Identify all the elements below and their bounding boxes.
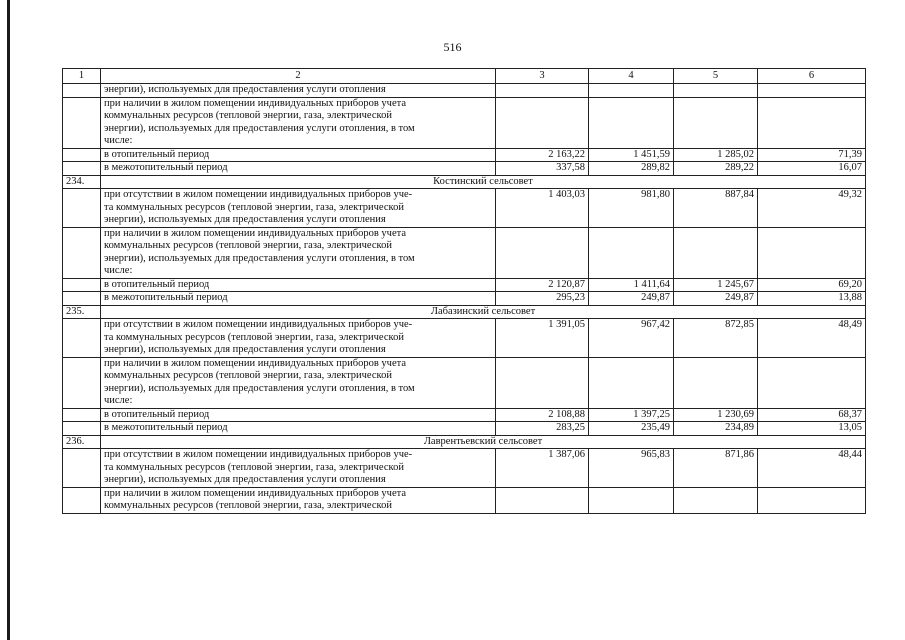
header-cell: 6 [758,69,866,84]
section-header-row [63,175,866,189]
value-cell: 235,49 [589,422,674,436]
row-number-cell [63,292,101,306]
text-line: при отсутствии в жилом помещении индивидуальных приборов уче- [104,449,413,460]
period-label: в межотопительный период [101,422,496,436]
empty-cell [674,97,758,148]
text-line: числе: [104,395,133,406]
present-meters-row [63,357,866,408]
absent-meters-row [63,319,866,358]
value-cell: 1 391,05 [496,319,589,358]
row-number-cell [63,162,101,176]
value-cell: 1 387,06 [496,449,589,488]
text-line: энергии), используемых для предоставления услуги отопления, в том [104,382,415,394]
header-cell: 5 [674,69,758,84]
continuation-row [63,84,866,98]
value-cell: 69,20 [758,278,866,292]
value-cell: 13,88 [758,292,866,306]
text-line: энергии), используемых для предоставления услуги отопления [104,214,386,225]
empty-cell [496,227,589,278]
empty-cell [758,97,866,148]
value-cell: 1 451,59 [589,148,674,162]
row-number-cell [63,227,101,278]
description-cell: энергии), используемых для предоставления услуги отопления [101,84,496,98]
value-cell: 981,80 [589,189,674,228]
period-label: в отопительный период [101,408,496,422]
description-cell [101,449,496,488]
empty-cell [674,227,758,278]
value-cell: 887,84 [674,189,758,228]
value-cell: 1 230,69 [674,408,758,422]
value-cell: 49,32 [758,189,866,228]
text-line: энергии), используемых для предоставления услуги отопления, в том [104,122,415,134]
value-cell: 1 397,25 [589,408,674,422]
description-cell [101,487,496,513]
empty-cell [758,357,866,408]
value-cell: 2 108,88 [496,408,589,422]
header-cell: 4 [589,69,674,84]
empty-cell [589,97,674,148]
value-cell: 71,39 [758,148,866,162]
row-number-cell [63,189,101,228]
row-number-cell [63,319,101,358]
heating-period-row [63,408,866,422]
row-number-cell [63,357,101,408]
text-line: числе: [104,135,133,146]
section-title: Костинский сельсовет [101,175,866,189]
row-number-cell [63,422,101,436]
present-meters-row [63,227,866,278]
row-number-cell [63,148,101,162]
row-number-cell [63,84,101,98]
empty-cell [674,84,758,98]
empty-cell [758,487,866,513]
empty-cell [758,227,866,278]
row-number-cell [63,487,101,513]
value-cell: 13,05 [758,422,866,436]
row-number-cell [63,449,101,488]
empty-cell [674,487,758,513]
text-line: коммунальных ресурсов (тепловой энергии, газа, электрической [104,110,392,121]
heating-period-row [63,148,866,162]
value-cell: 1 285,02 [674,148,758,162]
row-number-cell [63,408,101,422]
row-number-cell [63,278,101,292]
description-cell [101,189,496,228]
empty-cell [589,487,674,513]
text-line: при наличии в жилом помещении индивидуальных приборов учета [104,357,406,369]
nonheating-period-row [63,422,866,436]
tariff-table [62,68,866,514]
value-cell: 68,37 [758,408,866,422]
text-line: энергии), используемых для предоставления услуги отопления, в том [104,252,415,264]
text-line: при наличии в жилом помещении индивидуальных приборов учета [104,227,406,239]
value-cell: 289,22 [674,162,758,176]
nonheating-period-row [63,292,866,306]
absent-meters-row [63,449,866,488]
value-cell: 1 411,64 [589,278,674,292]
value-cell: 2 163,22 [496,148,589,162]
text-line: при отсутствии в жилом помещении индивидуальных приборов уче- [104,189,413,200]
text-line: коммунальных ресурсов (тепловой энергии, газа, электрической [104,370,392,381]
period-label: в межотопительный период [101,292,496,306]
section-number: 236. [63,435,101,449]
text-line: коммунальных ресурсов (тепловой энергии, газа, электрической [104,240,392,251]
row-number-cell [63,97,101,148]
empty-cell [674,357,758,408]
section-header-row [63,435,866,449]
value-cell: 295,23 [496,292,589,306]
text-line: энергии), используемых для предоставления услуги отопления [104,474,386,485]
period-label: в отопительный период [101,148,496,162]
scan-edge [7,0,10,640]
section-number: 235. [63,305,101,319]
description-cell [101,319,496,358]
nonheating-period-row [63,162,866,176]
description-cell [101,97,496,148]
value-cell: 48,44 [758,449,866,488]
text-line: при отсутствии в жилом помещении индивидуальных приборов уче- [104,319,413,330]
text-line: коммунальных ресурсов (тепловой энергии, газа, электрической [104,500,392,511]
value-cell: 16,07 [758,162,866,176]
value-cell: 283,25 [496,422,589,436]
empty-cell [496,97,589,148]
present-meters-row [63,97,866,148]
period-label: в отопительный период [101,278,496,292]
text-line: при наличии в жилом помещении индивидуальных приборов учета [104,487,406,499]
period-label: в межотопительный период [101,162,496,176]
empty-cell [589,357,674,408]
value-cell: 249,87 [589,292,674,306]
value-cell: 249,87 [674,292,758,306]
empty-cell [496,84,589,98]
header-row [63,69,866,84]
section-header-row [63,305,866,319]
header-cell: 2 [101,69,496,84]
value-cell: 1 245,67 [674,278,758,292]
heating-period-row [63,278,866,292]
empty-cell [496,487,589,513]
header-cell: 1 [63,69,101,84]
absent-meters-row [63,189,866,228]
text-line: при наличии в жилом помещении индивидуальных приборов учета [104,97,406,109]
text-line: та коммунальных ресурсов (тепловой энергии, газа, электрической [104,331,404,343]
header-cell: 3 [496,69,589,84]
value-cell: 872,85 [674,319,758,358]
value-cell: 234,89 [674,422,758,436]
value-cell: 48,49 [758,319,866,358]
value-cell: 289,82 [589,162,674,176]
page-number: 516 [443,40,462,54]
text-line: энергии), используемых для предоставления услуги отопления [104,344,386,355]
value-cell: 337,58 [496,162,589,176]
description-cell [101,357,496,408]
empty-cell [589,227,674,278]
value-cell: 2 120,87 [496,278,589,292]
text-line: числе: [104,265,133,276]
section-number: 234. [63,175,101,189]
value-cell: 965,83 [589,449,674,488]
text-line: та коммунальных ресурсов (тепловой энергии, газа, электрической [104,201,404,213]
value-cell: 871,86 [674,449,758,488]
value-cell: 967,42 [589,319,674,358]
value-cell: 1 403,03 [496,189,589,228]
description-cell [101,227,496,278]
section-title: Лаврентьевский сельсовет [101,435,866,449]
empty-cell [496,357,589,408]
empty-cell [758,84,866,98]
empty-cell [589,84,674,98]
present-meters-row-partial [63,487,866,513]
text-line: та коммунальных ресурсов (тепловой энергии, газа, электрической [104,461,404,473]
section-title: Лабазинский сельсовет [101,305,866,319]
